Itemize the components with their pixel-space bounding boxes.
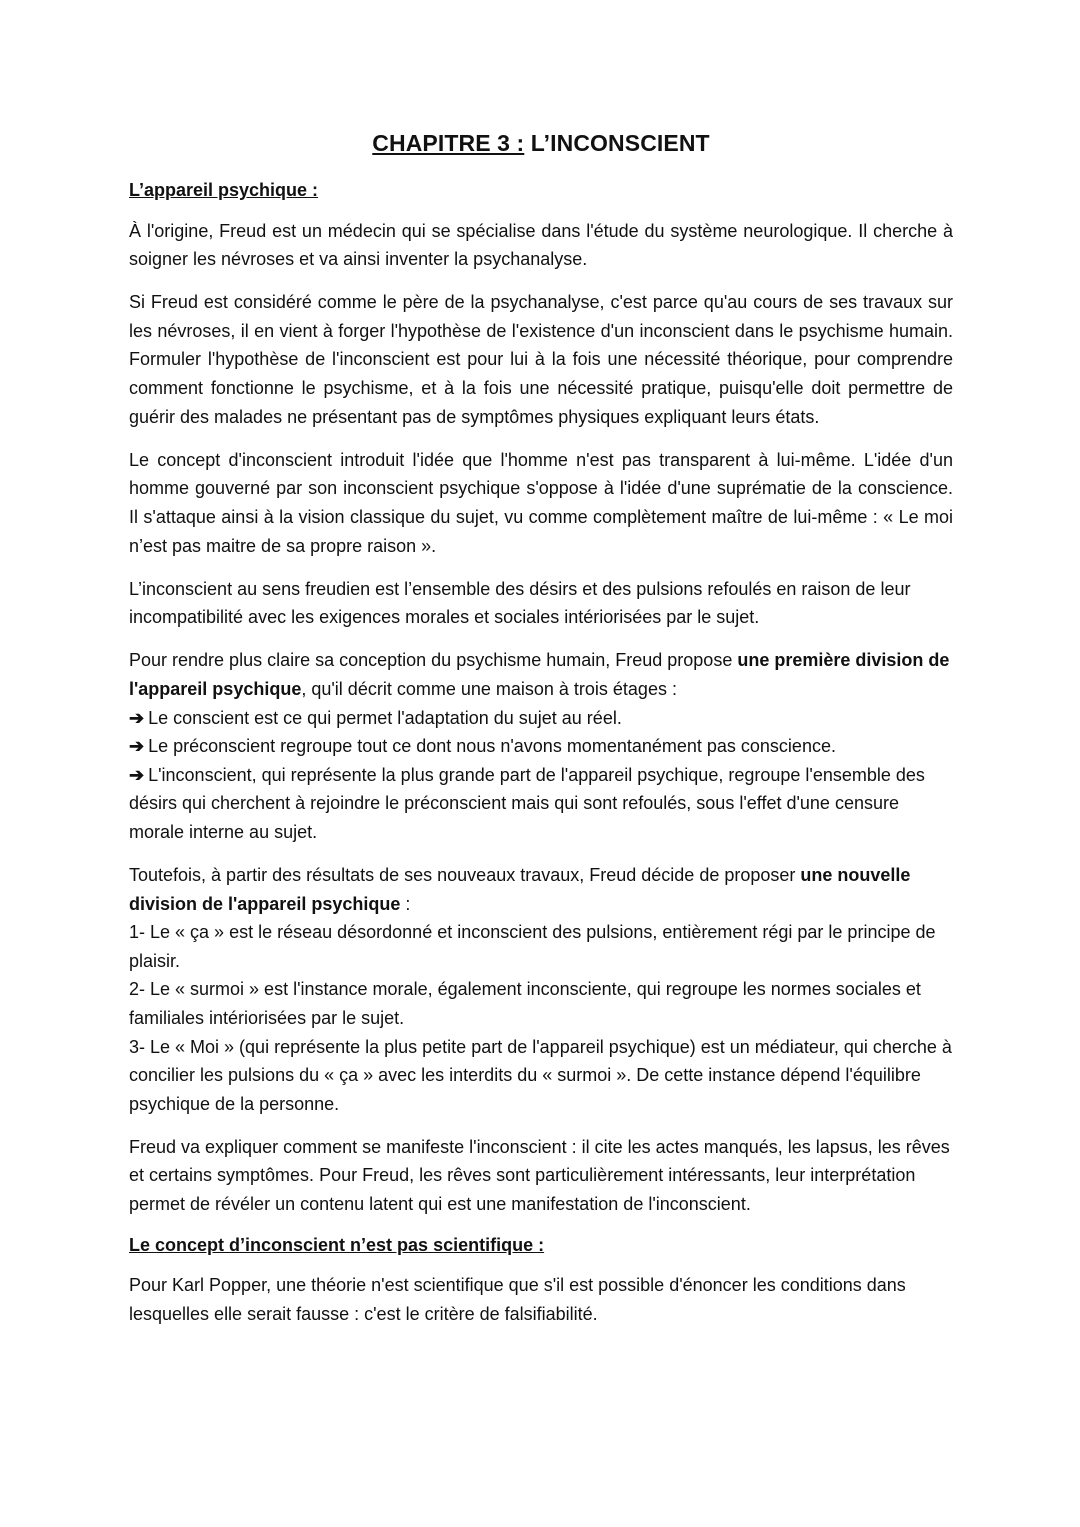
intro-text: Toutefois, à partir des résultats de ses nouveaux travaux, Freud décide de proposer [129, 864, 801, 885]
intro-text: Pour rendre plus claire sa conception du psychisme humain, Freud propose [129, 650, 738, 671]
intro-text-end: : [400, 893, 411, 914]
list-item [129, 732, 953, 761]
chapter-title [129, 128, 953, 158]
arrow-right-icon: ➔ [129, 707, 145, 728]
list-item: 3- Le « Moi » (qui représente la plus petite part de l'appareil psychique) est un médiateur, qui cherche à concilier les pulsions du « ça » avec les interdits du « surmoi ». De cette instance dépend l'équilibre psychique de la personne. [129, 1036, 952, 1114]
premiere-division-intro [129, 650, 949, 699]
paragraph-popper: Pour Karl Popper, une théorie n'est scientifique que s'il est possible d'énoncer les conditions dans lesquelles elle serait fausse : c'est le critère de falsifiabilité. [129, 1275, 906, 1324]
intro-text-end: , qu'il décrit comme une maison à trois étages : [301, 678, 677, 699]
list-item-text: L'inconscient, qui représente la plus grande part de l'appareil psychique, regroupe l'ensemble des désirs qui cherchent à rejoindre le préconscient mais qui sont refoulés, sous l'effet d'une censure morale interne au sujet. [129, 764, 925, 842]
paragraph-origine: À l'origine, Freud est un médecin qui se spécialise dans l'étude du système neurologique. Il cherche à soigner les névroses et va ainsi inventer la psychanalyse. [129, 220, 953, 270]
intro-bold: une première division de l'appareil psychique [129, 650, 950, 699]
section-heading-scientifique: Le concept d’inconscient n’est pas scientifique : [129, 1234, 545, 1255]
arrow-right-icon: ➔ [129, 736, 145, 757]
list-item: 2- Le « surmoi » est l'instance morale, également inconsciente, qui regroupe les normes sociales et familiales intériorisées par le sujet. [129, 979, 921, 1028]
list-item: 1- Le « ça » est le réseau désordonné et inconscient des pulsions, entièrement régi par le principe de plaisir. [129, 922, 936, 971]
paragraph-sens-freudien: L’inconscient au sens freudien est l’ensemble des désirs et des pulsions refoulés en raison de leur incompatibilité avec les exigences morales et sociales intériorisées par le sujet. [129, 578, 911, 628]
paragraph-pere-psychanalyse: Si Freud est considéré comme le père de la psychanalyse, c'est parce qu'au cours de ses travaux sur les névroses, il en vient à forger l'hypothèse de l'existence d'un inconscient dans le psychisme humain. Formuler l'hypothèse de l'inconscient est pour lui à la fois une nécessité théorique, pour comprendre comment fonctionne le psychisme, et à la fois une nécessité pratique, puisqu'elle doit permettre de guérir des malades ne présentant pas de symptômes physiques expliquant leurs états. [129, 292, 953, 427]
paragraph-nouvelle-division [129, 861, 953, 1118]
list-item-text: Le préconscient regroupe tout ce dont nous n'avons momentanément pas conscience. [148, 736, 836, 757]
paragraph-premiere-division [129, 646, 953, 846]
paragraph-concept-inconscient: Le concept d'inconscient introduit l'idée que l'homme n'est pas transparent à lui-même. L'idée d'un homme gouverné par son inconscient psychique s'oppose à l'idée d'une suprématie de la conscience. Il s'attaque ainsi à la vision classique du sujet, vu comme complètement maître de lui-même : « Le moi n’est pas maitre de sa propre raison ». [129, 449, 953, 556]
list-item [129, 761, 953, 847]
arrow-right-icon: ➔ [129, 764, 145, 785]
nouvelle-division-intro [129, 865, 910, 914]
intro-bold: une nouvelle division de l'appareil psychique [129, 864, 911, 914]
document-page [129, 128, 953, 1343]
section-heading-appareil: L’appareil psychique : [129, 180, 319, 200]
list-item [129, 704, 953, 733]
paragraph-manifestations: Freud va expliquer comment se manifeste l'inconscient : il cite les actes manqués, les lapsus, les rêves et certains symptômes. Pour Freud, les rêves sont particulièrement intéressants, leur interprétation permet de révéler un contenu latent qui est une manifestation de l'inconscient. [129, 1136, 950, 1214]
chapter-name: L’INCONSCIENT [524, 130, 710, 156]
chapter-number: CHAPITRE 3 : [372, 130, 525, 156]
list-item-text: Le conscient est ce qui permet l'adaptation du sujet au réel. [148, 707, 622, 728]
